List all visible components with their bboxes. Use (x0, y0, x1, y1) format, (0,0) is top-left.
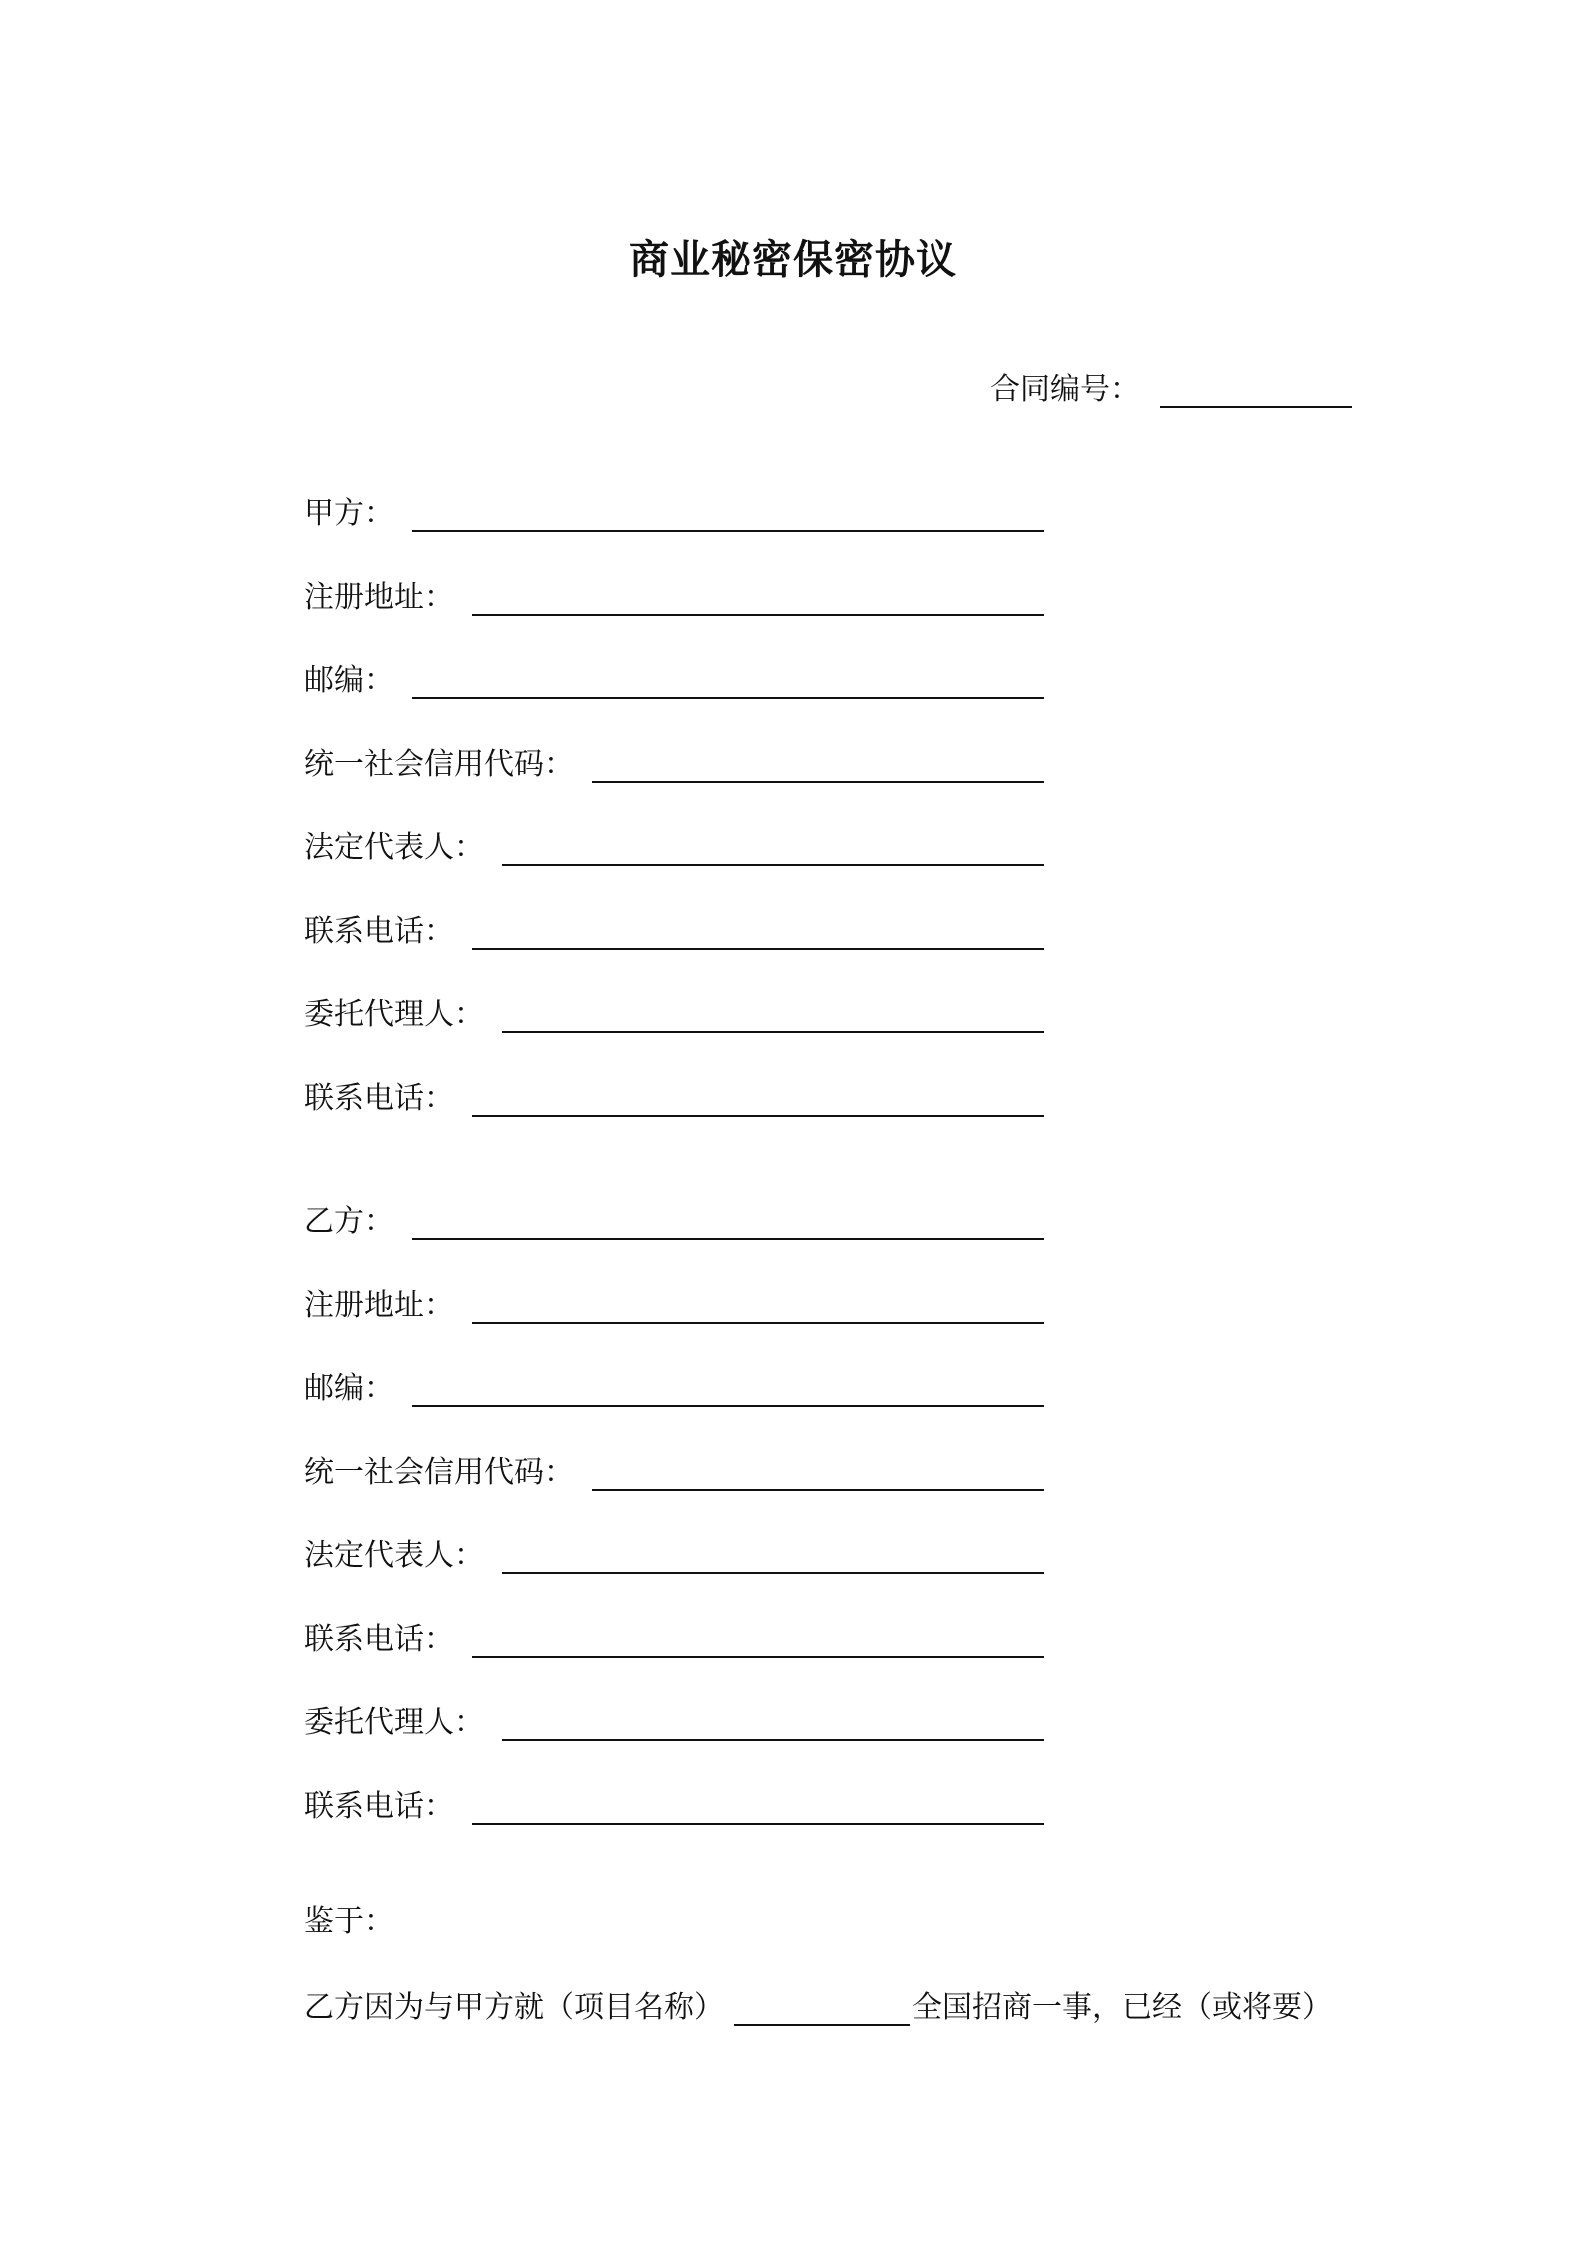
fill-in-line (412, 1405, 1044, 1407)
party-a-credit-code-field (304, 699, 1044, 783)
field-label: 甲方： (304, 496, 394, 531)
fill-in-line (502, 1739, 1044, 1741)
party-a-agent-field (304, 950, 1044, 1034)
body-text-after-blank: 全国招商一事，已经（或将要） (912, 1990, 1332, 2025)
field-label: 乙方： (304, 1204, 394, 1239)
fill-in-line (472, 1823, 1044, 1825)
field-label: 法定代表人： (304, 1538, 484, 1573)
fill-in-line (412, 530, 1044, 532)
fill-in-line (412, 697, 1044, 699)
party-a-agent-phone-field (304, 1033, 1044, 1117)
party-b-agent-phone-field (304, 1741, 1044, 1825)
fill-in-line (502, 1572, 1044, 1574)
whereas-label: 鉴于： (304, 1904, 394, 1939)
field-label: 统一社会信用代码： (304, 1454, 574, 1490)
contract-number-blank (1160, 370, 1352, 408)
field-label: 联系电话： (304, 913, 454, 949)
fill-in-line (592, 781, 1044, 783)
party-b-postcode-field (304, 1324, 1044, 1408)
field-label: 注册地址： (304, 579, 454, 615)
party-a-legal-rep-field (304, 783, 1044, 867)
field-label: 注册地址： (304, 1287, 454, 1323)
fill-in-line (472, 948, 1044, 950)
field-label: 邮编： (304, 663, 394, 698)
field-label: 统一社会信用代码： (304, 746, 574, 782)
party-a-postcode-field (304, 616, 1044, 700)
fill-in-line (472, 1115, 1044, 1117)
project-name-blank (734, 1990, 910, 2026)
fill-in-line (412, 1238, 1044, 1240)
party-b-name-field (304, 1188, 1044, 1240)
party-a-address-field (304, 532, 1044, 616)
body-text-before-blank: 乙方因为与甲方就（项目名称） (304, 1990, 724, 2025)
fill-in-line (502, 1031, 1044, 1033)
field-label: 委托代理人： (304, 997, 484, 1032)
fill-in-line (472, 1322, 1044, 1324)
fill-in-line (472, 1656, 1044, 1658)
fill-in-line (592, 1489, 1044, 1491)
party-b-section (304, 1188, 1044, 1825)
fill-in-line (502, 864, 1044, 866)
party-b-agent-field (304, 1658, 1044, 1742)
party-b-legal-rep-field (304, 1491, 1044, 1575)
party-b-address-field (304, 1240, 1044, 1324)
party-b-phone-field (304, 1574, 1044, 1658)
field-label: 联系电话： (304, 1080, 454, 1116)
contract-number-row (990, 364, 1352, 408)
body-paragraph-line (304, 1982, 1332, 2026)
field-label: 委托代理人： (304, 1705, 484, 1740)
field-label: 联系电话： (304, 1621, 454, 1657)
party-a-name-field (304, 480, 1044, 532)
fill-in-line (472, 614, 1044, 616)
party-a-section (304, 480, 1044, 1117)
contract-number-label: 合同编号： (990, 372, 1140, 407)
field-label: 法定代表人： (304, 830, 484, 865)
document-title: 商业秘密保密协议 (629, 237, 957, 283)
field-label: 联系电话： (304, 1788, 454, 1824)
field-label: 邮编： (304, 1371, 394, 1406)
party-b-credit-code-field (304, 1407, 1044, 1491)
party-a-phone-field (304, 866, 1044, 950)
